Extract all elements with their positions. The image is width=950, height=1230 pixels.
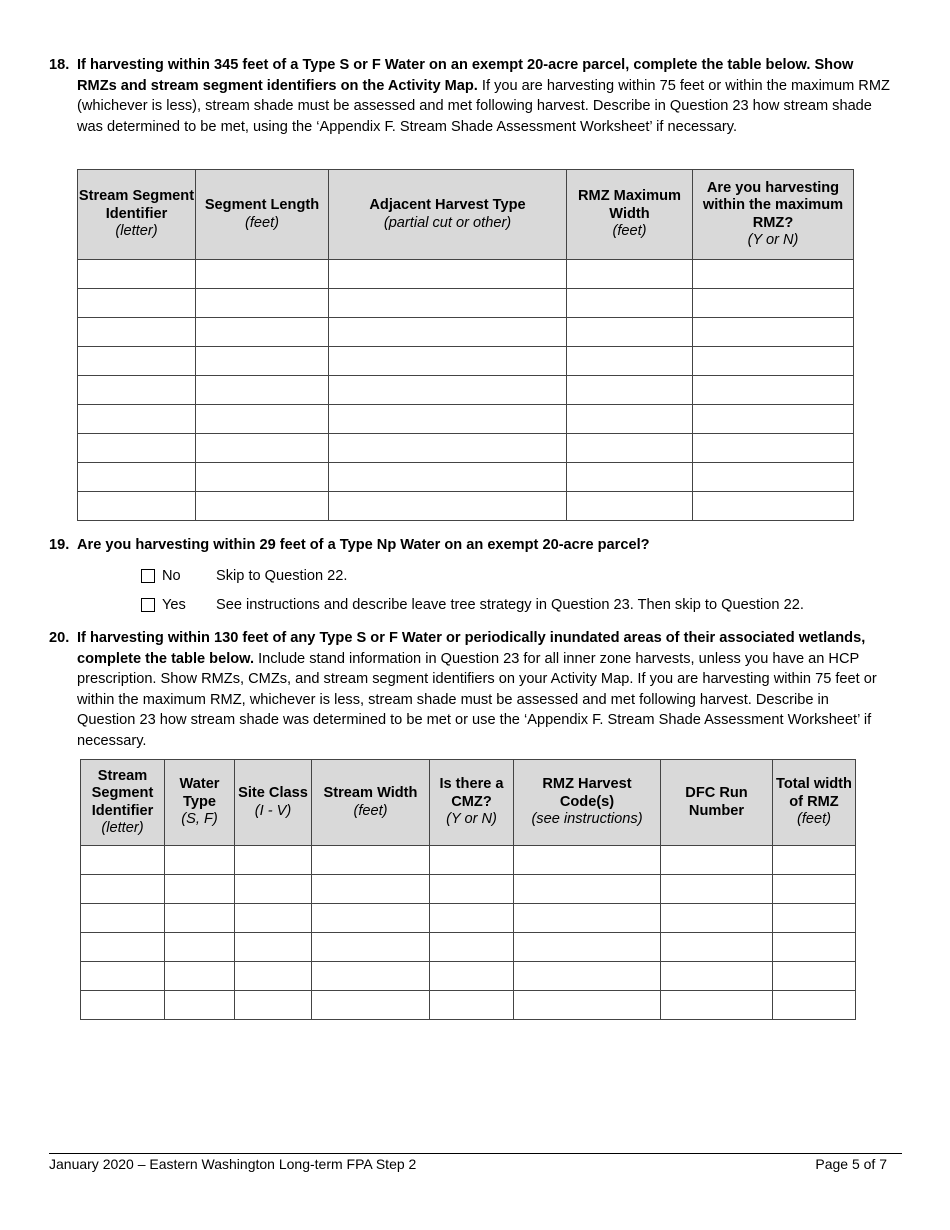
table-cell-input[interactable] — [235, 991, 312, 1020]
table-cell-input[interactable] — [81, 933, 165, 962]
table-cell-input[interactable] — [196, 405, 329, 434]
table-header-row — [81, 760, 856, 846]
table-row — [81, 846, 856, 875]
column-unit: (feet) — [612, 223, 647, 240]
table-cell-input[interactable] — [693, 318, 854, 347]
table-cell-input[interactable] — [78, 289, 196, 318]
column-unit: (Y or N) — [446, 811, 497, 828]
table-cell-input[interactable] — [693, 405, 854, 434]
table-cell-input[interactable] — [78, 347, 196, 376]
table-cell-input[interactable] — [165, 875, 235, 904]
table-cell-input[interactable] — [430, 962, 514, 991]
table-cell-input[interactable] — [693, 347, 854, 376]
table-row — [78, 492, 854, 521]
table-cell-input[interactable] — [693, 463, 854, 492]
column-unit: (feet) — [244, 214, 280, 231]
table-cell-input[interactable] — [773, 933, 856, 962]
table-cell-input[interactable] — [773, 875, 856, 904]
question-text — [77, 55, 891, 137]
yes-checkbox[interactable] — [141, 598, 155, 612]
table-cell-input[interactable] — [196, 463, 329, 492]
table-cell-input[interactable] — [567, 318, 693, 347]
stream-segment-table — [77, 169, 854, 521]
table-cell-input[interactable] — [514, 933, 661, 962]
table-cell-input[interactable] — [430, 991, 514, 1020]
option-label: No — [162, 568, 181, 584]
table-row — [78, 318, 854, 347]
rmz-harvest-table — [80, 759, 856, 1020]
table-row — [81, 875, 856, 904]
column-header — [165, 760, 235, 846]
question-text — [77, 628, 891, 751]
table-row — [78, 405, 854, 434]
column-title: Segment Length — [204, 197, 320, 213]
table-cell-input[interactable] — [430, 933, 514, 962]
question-number: 19. — [49, 537, 70, 553]
column-title: Adjacent Harvest Type — [369, 197, 526, 213]
table-cell-input[interactable] — [329, 376, 567, 405]
table-cell-input[interactable] — [329, 289, 567, 318]
table-cell-input[interactable] — [78, 260, 196, 289]
column-header — [312, 760, 430, 846]
table-cell-input[interactable] — [312, 962, 430, 991]
question-20 — [49, 628, 891, 751]
table-cell-input[interactable] — [693, 376, 854, 405]
table-cell-input[interactable] — [78, 434, 196, 463]
table-cell-input[interactable] — [165, 846, 235, 875]
column-unit: (letter) — [101, 820, 144, 836]
table-cell-input[interactable] — [430, 846, 514, 875]
option-label: Yes — [162, 597, 186, 613]
table-row — [78, 260, 854, 289]
table-cell-input[interactable] — [81, 846, 165, 875]
table-cell-input[interactable] — [693, 492, 854, 521]
table-row — [78, 289, 854, 318]
column-header — [693, 170, 854, 260]
table-cell-input[interactable] — [773, 962, 856, 991]
table-cell-input[interactable] — [773, 991, 856, 1020]
column-unit: (see instructions) — [531, 811, 643, 828]
table-cell-input[interactable] — [235, 904, 312, 933]
table-cell-input[interactable] — [693, 289, 854, 318]
option-text: Skip to Question 22. — [216, 568, 348, 584]
column-header — [78, 170, 196, 260]
table-cell-input[interactable] — [661, 904, 773, 933]
column-title: RMZ Harvest Code(s) — [542, 776, 632, 810]
question-text — [77, 535, 891, 556]
column-unit: (feet) — [353, 802, 388, 819]
table-cell-input[interactable] — [329, 492, 567, 521]
table-cell-input[interactable] — [329, 318, 567, 347]
table-cell-input[interactable] — [196, 376, 329, 405]
column-unit: (letter) — [115, 223, 158, 240]
column-title: DFC Run Number — [685, 785, 748, 819]
column-unit: (I - V) — [254, 802, 292, 819]
question-plain-text: Include stand information in Question 23 for all inner zone harvests, unless you have an HCP prescription. Show RMZs, CMZs, and stream segment identifiers on your Activity Map. If you are harvesting within 75 feet or within the maximum RMZ, whichever is less, stream shade must be assessed and met following harvest. Describe in Question 23 how stream shade was determined to be met or use the ‘Appendix F. Stream Shade Assessment Worksheet’ if necessary. — [77, 650, 877, 749]
table-cell-input[interactable] — [312, 904, 430, 933]
table-cell-input[interactable] — [196, 318, 329, 347]
table-cell-input[interactable] — [78, 463, 196, 492]
table-cell-input[interactable] — [312, 846, 430, 875]
column-title: Total width of RMZ — [776, 776, 852, 810]
table-cell-input[interactable] — [567, 405, 693, 434]
question-bold-text: If harvesting within 130 feet of any Type S or F Water or periodically inundated areas of their associated wetlands, complete the table below. — [77, 630, 866, 667]
table-row — [81, 933, 856, 962]
question-plain-text: If you are harvesting within 75 feet or within the maximum RMZ (whichever is less), stream shade must be assessed and met following harvest. Describe in Question 23 how stream shade was determined to be met, using the ‘Appendix F. Stream Shade Assessment Worksheet’ if necessary. — [77, 77, 890, 135]
table-cell-input[interactable] — [165, 904, 235, 933]
table-cell-input[interactable] — [78, 405, 196, 434]
question-bold-text: Are you harvesting within 29 feet of a Type Np Water on an exempt 20-acre parcel? — [77, 537, 650, 553]
column-title: Are you harvesting within the maximum RMZ? — [702, 179, 844, 231]
table-cell-input[interactable] — [567, 434, 693, 463]
table-cell-input[interactable] — [312, 991, 430, 1020]
table-cell-input[interactable] — [235, 933, 312, 962]
table-cell-input[interactable] — [514, 904, 661, 933]
question-number: 20. — [49, 630, 70, 646]
column-header — [661, 760, 773, 846]
column-header — [430, 760, 514, 846]
table-cell-input[interactable] — [165, 962, 235, 991]
table-cell-input[interactable] — [196, 347, 329, 376]
table-cell-input[interactable] — [329, 347, 567, 376]
question-18 — [49, 55, 891, 137]
column-unit: (partial cut or other) — [383, 214, 512, 231]
no-checkbox[interactable] — [141, 569, 155, 583]
question-bold-text: If harvesting within 345 feet of a Type S or F Water on an exempt 20-acre parcel, complete the table below. Show RMZs and stream segment identifiers on the Activity Map. — [77, 57, 854, 94]
table-cell-input[interactable] — [693, 434, 854, 463]
table-cell-input[interactable] — [81, 991, 165, 1020]
table-cell-input[interactable] — [196, 289, 329, 318]
table-header-row — [78, 170, 854, 260]
column-title: Site Class — [238, 785, 308, 801]
table-cell-input[interactable] — [329, 405, 567, 434]
table-cell-input[interactable] — [312, 933, 430, 962]
column-title: Water Type — [179, 776, 220, 810]
table-cell-input[interactable] — [514, 846, 661, 875]
column-unit: (Y or N) — [747, 232, 799, 248]
column-header — [567, 170, 693, 260]
table-cell-input[interactable] — [567, 463, 693, 492]
table-cell-input[interactable] — [567, 289, 693, 318]
table-row — [78, 376, 854, 405]
table-cell-input[interactable] — [430, 875, 514, 904]
table-cell-input[interactable] — [312, 875, 430, 904]
table-cell-input[interactable] — [661, 846, 773, 875]
table-cell-input[interactable] — [430, 904, 514, 933]
table-cell-input[interactable] — [196, 260, 329, 289]
table-cell-input[interactable] — [235, 875, 312, 904]
table-cell-input[interactable] — [567, 347, 693, 376]
table-row — [81, 991, 856, 1020]
table-cell-input[interactable] — [329, 463, 567, 492]
table-cell-input[interactable] — [661, 875, 773, 904]
column-unit: (feet) — [796, 811, 832, 828]
table-cell-input[interactable] — [514, 991, 661, 1020]
table-cell-input[interactable] — [78, 376, 196, 405]
column-header — [329, 170, 567, 260]
column-title: Stream Segment Identifier — [78, 188, 195, 222]
question-19 — [49, 535, 891, 556]
footer-title: January 2020 – Eastern Washington Long-term FPA Step 2 — [49, 1156, 417, 1172]
table-row — [81, 904, 856, 933]
table-cell-input[interactable] — [693, 260, 854, 289]
column-header — [773, 760, 856, 846]
table-cell-input[interactable] — [773, 904, 856, 933]
table-cell-input[interactable] — [661, 962, 773, 991]
question-number: 18. — [49, 57, 70, 73]
table-cell-input[interactable] — [329, 434, 567, 463]
table-cell-input[interactable] — [81, 875, 165, 904]
table-cell-input[interactable] — [196, 492, 329, 521]
column-header — [235, 760, 312, 846]
table-row — [78, 434, 854, 463]
page-number: Page 5 of 7 — [815, 1156, 887, 1172]
column-unit: (S, F) — [181, 811, 218, 828]
table-cell-input[interactable] — [196, 434, 329, 463]
table-row — [81, 962, 856, 991]
column-header — [514, 760, 661, 846]
column-title: RMZ Maximum Width — [578, 188, 681, 222]
table-cell-input[interactable] — [567, 260, 693, 289]
table-cell-input[interactable] — [78, 492, 196, 521]
column-header — [196, 170, 329, 260]
table-cell-input[interactable] — [329, 260, 567, 289]
column-title: Stream Segment Identifier — [91, 767, 154, 819]
table-cell-input[interactable] — [661, 991, 773, 1020]
table-cell-input[interactable] — [514, 962, 661, 991]
column-header — [81, 760, 165, 846]
table-cell-input[interactable] — [235, 846, 312, 875]
table-cell-input[interactable] — [81, 904, 165, 933]
table-row — [78, 347, 854, 376]
table-cell-input[interactable] — [514, 875, 661, 904]
table-cell-input[interactable] — [773, 846, 856, 875]
table-cell-input[interactable] — [81, 962, 165, 991]
column-title: Is there a CMZ? — [439, 776, 504, 810]
table-cell-input[interactable] — [661, 933, 773, 962]
option-text: See instructions and describe leave tree strategy in Question 23. Then skip to Question 22. — [216, 597, 804, 613]
table-cell-input[interactable] — [78, 318, 196, 347]
table-cell-input[interactable] — [165, 933, 235, 962]
table-row — [78, 463, 854, 492]
column-title: Stream Width — [323, 785, 418, 801]
table-cell-input[interactable] — [235, 962, 312, 991]
table-cell-input[interactable] — [165, 991, 235, 1020]
table-cell-input[interactable] — [567, 492, 693, 521]
table-cell-input[interactable] — [567, 376, 693, 405]
